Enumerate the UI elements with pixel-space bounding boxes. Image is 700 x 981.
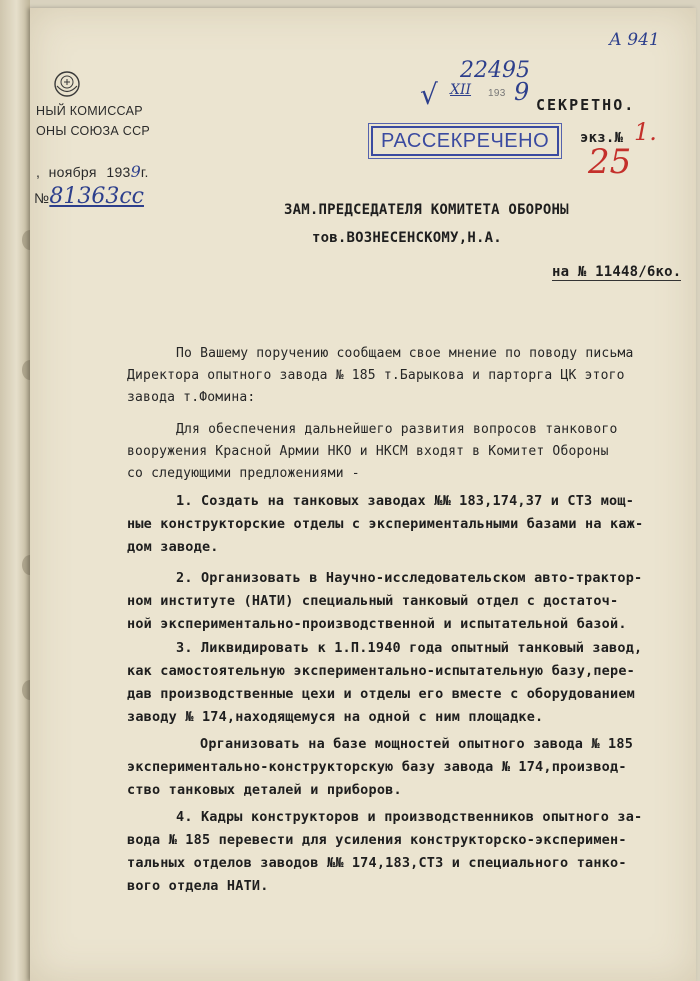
para1-line-2: ные конструкторские отделы с экспериментальными базами на каж-	[127, 516, 644, 532]
ministry-line-1: НЫЙ КОМИССАР	[36, 104, 143, 118]
reference-number: на № 11448/6ко.	[552, 264, 682, 280]
para4-line-3: тальных отделов заводов №№ 174,183,СТЗ и специального танко-	[127, 855, 627, 871]
copy-label: экз.№	[580, 130, 624, 146]
para4-line-4: вого отдела НАТИ.	[127, 878, 269, 894]
para3-line-3: дав производственные цехи и отделы его вместе с оборудованием	[127, 686, 635, 702]
secret-label: СЕКРЕТНО.	[536, 96, 636, 114]
para0-line-1: Для обеспечения дальнейшего развития вопросов танкового	[176, 422, 618, 437]
archive-number: А 941	[609, 30, 660, 50]
letter-date: , ноября 1939г.	[36, 162, 149, 181]
para2-line-2: ном институте (НАТИ) специальный танковый отдел с достаточ-	[127, 593, 619, 609]
para0-line-2: вооружения Красной Армии НКО и НКСМ входят в Комитет Обороны	[127, 444, 609, 459]
para1-line-3: дом заводе.	[127, 539, 219, 555]
para2-line-1: 2. Организовать в Научно-исследовательском авто-трактор-	[176, 570, 643, 586]
declassified-stamp: РАССЕКРЕЧЕНО	[371, 126, 559, 156]
para1-line-1: 1. Создать на танковых заводах №№ 183,174,37 и СТЗ мощ-	[176, 493, 635, 509]
para0-line-3: со следующими предложениями -	[127, 466, 360, 481]
para4-line-2: вода № 185 перевести для усиления конструкторско-эксперимен-	[127, 832, 627, 848]
para3-line-1: 3. Ликвидировать к 1.П.1940 года опытный танковый завод,	[176, 640, 643, 656]
para4-line-1: 4. Кадры конструкторов и производственников опытного за-	[176, 809, 643, 825]
red-sheet-number: 25	[588, 142, 632, 182]
intro-line-3: завода т.Фомина:	[127, 390, 256, 405]
letter-number: №81363сс	[34, 184, 144, 209]
copy-number: 1.	[634, 118, 657, 146]
intro-line-2: Директора опытного завода № 185 т.Барыкова и парторга ЦК этого	[127, 368, 625, 383]
para3b-line-1: Организовать на базе мощностей опытного завода № 185	[200, 736, 634, 752]
addressee-line-2: тов.ВОЗНЕСЕНСКОМУ,Н.А.	[312, 230, 502, 246]
para3-line-4: заводу № 174,находящемуся на одной с ним площадке.	[127, 709, 544, 725]
para2-line-3: ной экспериментально-производственной и испытательной базой.	[127, 616, 627, 632]
para3b-line-2: экспериментально-конструкторскую базу завода № 174,производ-	[127, 759, 627, 775]
addressee-line-1: ЗАМ.ПРЕДСЕДАТЕЛЯ КОМИТЕТА ОБОРОНЫ	[284, 202, 569, 218]
para3-line-2: как самостоятельную экспериментально-испытательную базу,пере-	[127, 663, 635, 679]
intro-line-1: По Вашему поручению сообщаем свое мнение по поводу письма	[176, 346, 634, 361]
para3b-line-3: ство танковых деталей и приборов.	[127, 782, 402, 798]
adjacent-page-edge	[0, 0, 30, 981]
ussr-emblem-icon	[53, 70, 81, 98]
ministry-line-2: ОНЫ СОЮЗА ССР	[36, 124, 151, 138]
